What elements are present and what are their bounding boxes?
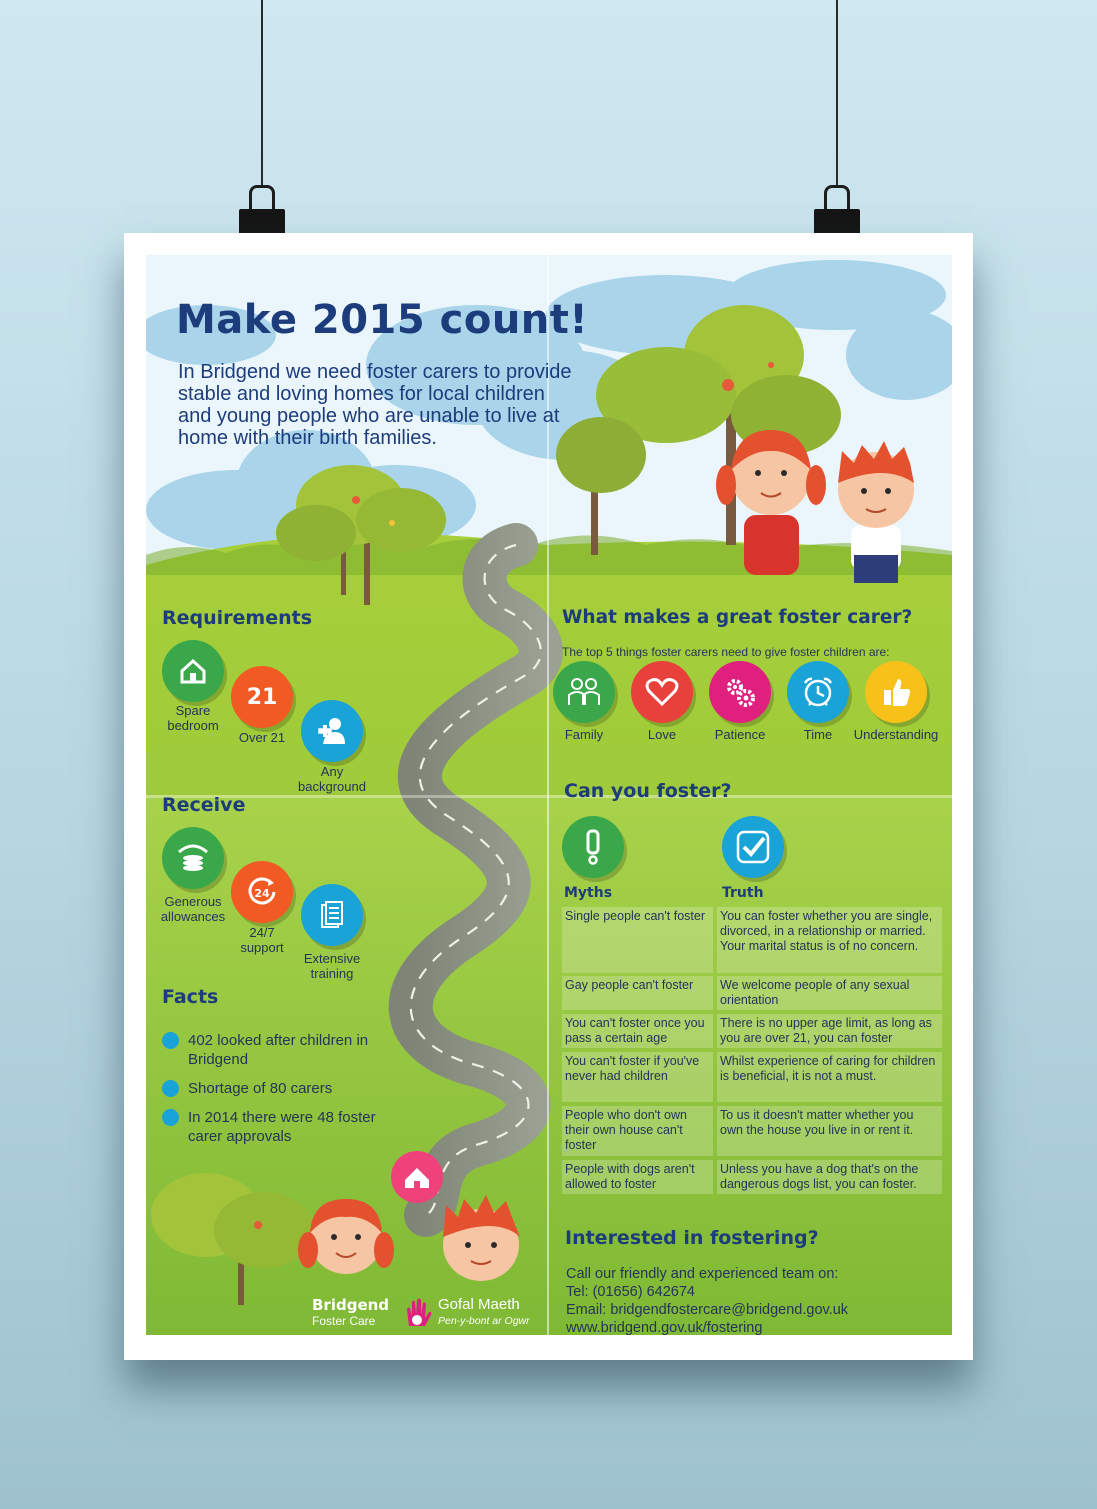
spare-bedroom-badge (162, 640, 224, 702)
contact-website: www.bridgend.gov.uk/fostering (566, 1320, 763, 1335)
truth-cell: You can foster whether you are single, divorced, in a relationship or married. Your marital status is of no concern. (717, 907, 942, 973)
myth-truth-row (562, 1106, 942, 1156)
logo-text-bridgend: Bridgend (312, 1296, 390, 1314)
clock-24-icon (245, 875, 279, 909)
contact-email: Email: bridgendfostercare@bridgend.gov.uk (566, 1302, 849, 1318)
allowances-label: Generous allowances (160, 894, 226, 924)
bullet-dot (162, 1032, 179, 1049)
myth-cell: Single people can't foster (562, 907, 713, 973)
hanging-wire-left (261, 0, 263, 185)
training-label: Extensive training (303, 951, 361, 981)
myths-column-heading: Myths (564, 885, 613, 901)
hand-logo-icon (401, 1296, 435, 1330)
receive-heading: Receive (162, 794, 246, 816)
family-badge (553, 661, 615, 723)
bullet-dot (162, 1080, 179, 1097)
over-21-label: Over 21 (238, 730, 286, 745)
allowances-badge (162, 827, 224, 889)
contact-heading: Interested in fostering? (565, 1227, 819, 1249)
facts-list (162, 1031, 392, 1156)
poster (124, 233, 973, 1360)
fact-item (162, 1108, 392, 1146)
contact-phone: Tel: (01656) 642674 (566, 1284, 695, 1300)
any-background-label: Any background (298, 764, 366, 794)
family-label: Family (564, 727, 604, 742)
fact-text: 402 looked after children in Bridgend (188, 1032, 369, 1068)
great-carer-heading: What makes a great foster carer? (562, 607, 913, 628)
love-label: Love (647, 727, 677, 742)
poster-artwork (146, 255, 952, 1335)
time-label: Time (803, 727, 833, 742)
myth-cell: People who don't own their own house can't foster (562, 1106, 713, 1156)
truth-cell: To us it doesn't matter whether you own the house you live in or rent it. (717, 1106, 942, 1156)
myth-truth-row (562, 976, 942, 1010)
time-badge (787, 661, 849, 723)
truth-cell: Whilst experience of caring for children is beneficial, it is not a must. (717, 1052, 942, 1102)
love-badge (631, 661, 693, 723)
facts-heading: Facts (162, 986, 219, 1008)
gears-icon (723, 675, 757, 709)
contact-intro: Call our friendly and experienced team on: (566, 1266, 839, 1282)
patience-badge (709, 661, 771, 723)
support-badge (231, 861, 293, 923)
people-plus-icon (315, 714, 349, 748)
thumbs-up-icon (879, 675, 913, 709)
hanging-wire-right (836, 0, 838, 185)
fact-text: Shortage of 80 carers (188, 1080, 333, 1097)
any-background-badge (301, 700, 363, 762)
great-carer-subheading: The top 5 things foster carers need to give foster children are: (562, 645, 890, 659)
bullet-dot (162, 1109, 179, 1126)
requirements-heading: Requirements (162, 607, 313, 629)
number-21-icon: 21 (246, 684, 278, 710)
patience-label: Patience (714, 727, 766, 742)
fold-line-horizontal (146, 795, 952, 798)
fact-item (162, 1031, 392, 1069)
understanding-label: Understanding (853, 727, 939, 742)
intro-text: In Bridgend we need foster carers to provide stable and loving homes for local children and young people who are unable to live at home with their birth families. (178, 361, 572, 449)
myth-truth-row (562, 1160, 942, 1194)
myths-badge (562, 816, 624, 878)
truth-cell: We welcome people of any sexual orientation (717, 976, 942, 1010)
understanding-badge (865, 661, 927, 723)
training-badge (301, 884, 363, 946)
exclamation-icon (583, 829, 603, 865)
support-label: 24/7 support (240, 925, 284, 955)
money-icon (175, 842, 211, 874)
myth-truth-row (562, 1052, 942, 1102)
myth-cell: People with dogs aren't allowed to foster (562, 1160, 713, 1194)
truth-column-heading: Truth (722, 885, 764, 901)
can-foster-heading: Can you foster? (564, 780, 732, 802)
truth-cell: Unless you have a dog that's on the dangerous dogs list, you can foster. (717, 1160, 942, 1194)
fact-text: In 2014 there were 48 foster carer approvals (188, 1109, 376, 1145)
family-icon (566, 677, 602, 707)
myth-truth-row (562, 907, 942, 973)
myth-truth-row (562, 1014, 942, 1048)
fact-item (162, 1079, 392, 1098)
over-21-badge (231, 666, 293, 728)
contact-details (566, 1265, 848, 1335)
home-marker (391, 1151, 443, 1203)
heart-icon (645, 677, 679, 707)
checklist-icon (316, 899, 348, 931)
logo-text-gofal-maeth: Gofal Maeth (438, 1296, 520, 1313)
truth-badge (722, 816, 784, 878)
logo-text-foster-care: Foster Care (312, 1314, 376, 1328)
svg-text:24: 24 (254, 887, 270, 900)
bridgend-foster-care-logo (306, 1293, 546, 1333)
myth-cell: Gay people can't foster (562, 976, 713, 1010)
myth-cell: You can't foster if you've never had children (562, 1052, 713, 1102)
house-icon (178, 656, 208, 686)
spare-bedroom-label: Spare bedroom (167, 703, 219, 733)
alarm-clock-icon (800, 674, 836, 710)
checkmark-icon (735, 829, 771, 865)
truth-cell: There is no upper age limit, as long as you are over 21, you can foster (717, 1014, 942, 1048)
poster-title: Make 2015 count! (176, 297, 589, 343)
myth-cell: You can't foster once you pass a certain age (562, 1014, 713, 1048)
logo-text-pen-y-bont: Pen-y-bont ar Ogwr (438, 1315, 530, 1327)
